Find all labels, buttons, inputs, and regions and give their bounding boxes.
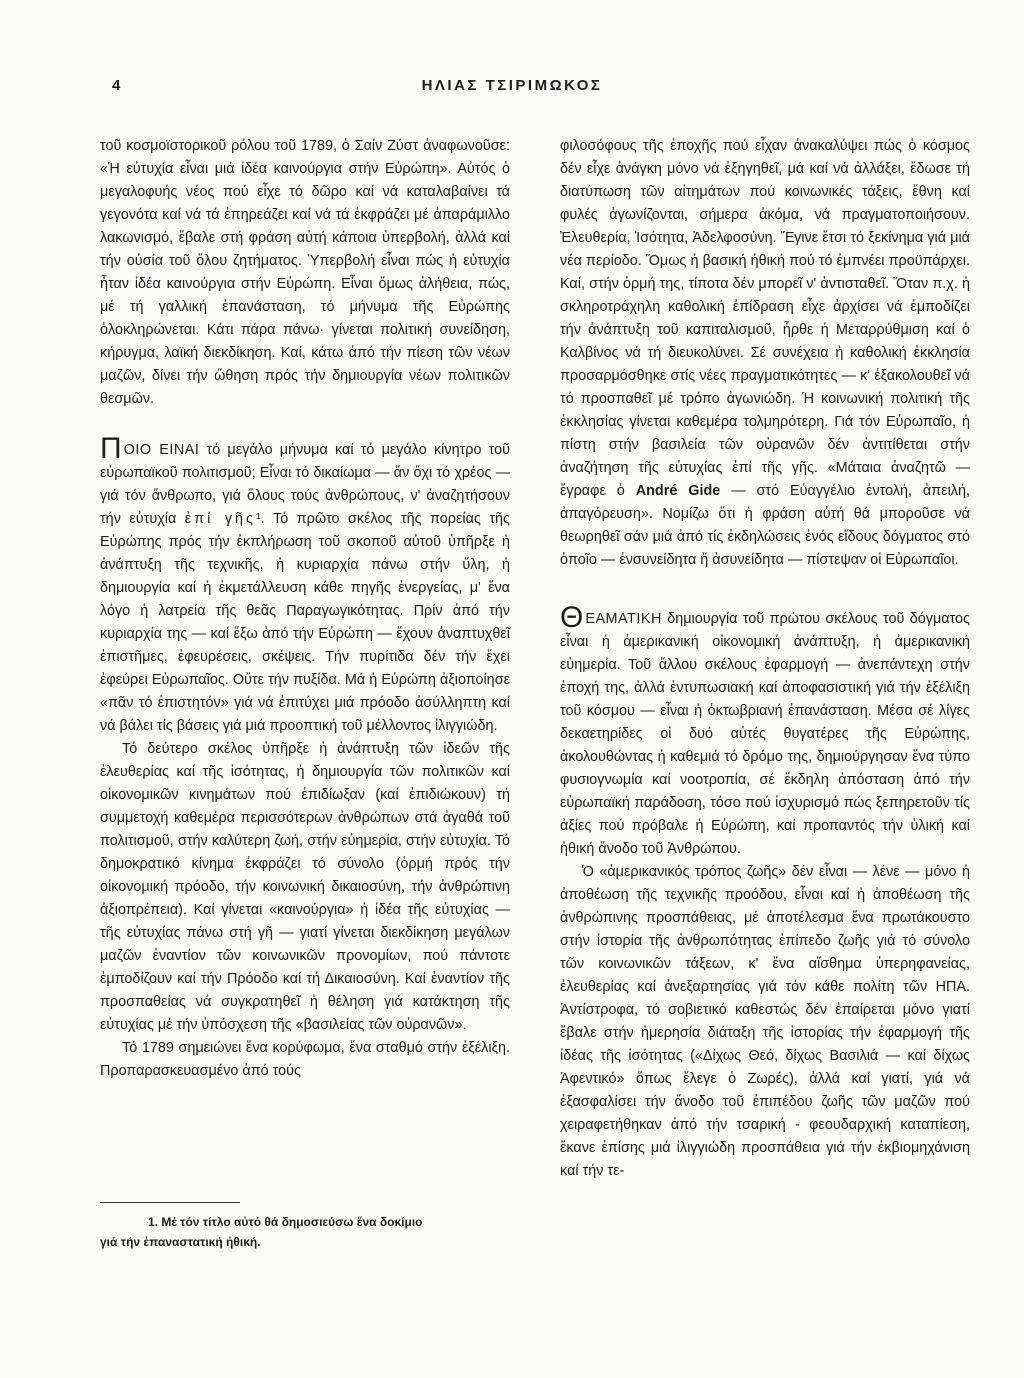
paragraph-text: δημιουργία τοῦ πρώτου σκέλους τοῦ δόγματος εἶναι ἡ ἀμερικανική οἰκονομική ἀνάπτυξη, ἡ ἀμερικανική εὐημερία. Τοῦ ἄλλου σκέλους ἐφαρμογή — ἀνεπάντεχη στήν ἐποχή της, ἀλλά ἐντυπωσιακή καί ἀποφασιστική γιά τήν ἐξέλιξη τοῦ κόσμου — εἶναι ἡ ὀκτωβριανή ἐπανάσταση. Μέσα σέ λίγες δεκαετηρίδες οἱ δυό αὐτές θυγατέρες τῆς Εὐρώπης, ἀκολουθώντας ἡ καθεμιά τό δρόμο της, δημιούργησαν ἕνα τύπο φυσιογνωμία καί νοοτροπία, σέ ἔκδηλη ἀπόσταση ἀπό τήν εὐρωπαϊκή παράδοση, τόσο πού ἰσχυρισμό πώς ξεπηρετοῦν τίς ἀξίες πού πρόβαλε ἡ Εὐρώπη, καί προπαντός τήν ὑλική καί ἠθική ἄνοδο τοῦ Ἀνθρώπου. bbox=[560, 611, 970, 857]
footnote bbox=[100, 1212, 510, 1252]
right-column bbox=[560, 135, 970, 1183]
paragraph-text: ¹. Τό πρῶτο σκέλος τῆς πορείας τῆς Εὐρώπης πρός τήν ἐκπλήρωση τοῦ σκοποῦ αὐτοῦ ὑπῆρξε ἡ ἀνάπτυξη τῆς τεχνικῆς, ἡ κυριαρχία πάνω στήν ὕλη, ἡ δημιουργία καί ἡ ἐκμετάλλευση κάθε πηγῆς ἐνεργείας, μ' ἕνα λόγο ἡ λατρεία τῆς θεᾶς Παραγωγικότητας. Πρίν ἀπό τήν κυριαρχία της — καί ἔξω ἀπό τήν Εὐρώπη — ἔχουν ἀναπτυχθεῖ ἐπιστῆμες, ἐφευρέσεις, σκέψεις. Τήν πυρίτιδα δέν τήν ἔχει ἐφεύρει Εὐρωπαῖος. Οὔτε τήν πυξίδα. Μά ἡ Εὐρώπη ἀξιοποίησε «πᾶν τό ἐπιστητόν» γιά νά ἐπιτύχει μιά πρόοδο ἀσύλληπτη καί νά βάλει τίς βάσεις γιά μιά προοπτική τοῦ μέλλοντος ἰλιγγιώδη. bbox=[100, 511, 510, 734]
section-paragraph bbox=[100, 432, 510, 738]
spaced-phrase: ἐπί γῆς bbox=[184, 511, 256, 527]
lead-in-caps: ΟΙΟ ΕΙΝΑΙ bbox=[123, 442, 200, 458]
paragraph: Ὁ «ἀμερικανικός τρόπος ζωῆς» δέν εἶναι — λένε — μόνο ἡ ἀποθέωση τῆς τεχνικῆς προόδου, εἶναι καί ἡ ἀποθέωση τῆς ἀνθρώπινης προσπάθειας, μέ ἀποτέλεσμα ἕνα πρωτάκουστο στήν ἱστορία τῆς ἀνθρωπότητας ἐπίπεδο ζωῆς γιά τό σύνολο τῶν κοινωνικῶν τάξεων, κ' ἕνα αἴσθημα ὑπερηφανείας, ἐλευθερίας καί ἀνεξαρτησίας γιά τόν κάθε πολίτη τῶν ΗΠΑ. Ἀντίστροφα, τό σοβιετικό καθεστώς δέν ἐπαίρεται μόνο γιατί ἔβαλε στήν ἡμερησία διάταξη τῆς ἱστορίας τήν ἐφαρμογή τῆς ἰδέας τῆς ἰσότητας («Δίχως Θεό, δίχως Βασιλιά — καί δίχως Ἀφεντικό» ὅπως ἔλεγε ὁ Ζωρές), ἀλλά καί γιατί, γιά νά ἐξασφαλίσει τήν ἄνοδο τοῦ ἐπιπέδου ζωῆς τῶν μαζῶν πού χειραφετήθηκαν ἀπό τήν τσαρική - φεουδαρχική καταπίεση, ἔκανε ἐπίσης μιά ἰλιγγιώδη προσπάθεια γιά τήν ἐκβιομηχάνιση καί τήν τε- bbox=[560, 864, 970, 1179]
section-paragraph bbox=[560, 601, 970, 861]
paragraph-text: φιλοσόφους τῆς ἐποχῆς πού εἶχαν ἀνακαλύψει πώς ὁ κόσμος δέν εἶχε ἀνάγκη μόνο νά ἐξηγηθεῖ, μά καί νά ἀλλάξει, ἔδωσε τή διατύπωση τῶν αἰτημάτων πού κοινωνικές τάξεις, ἔθνη καί φυλές ἀγωνίζονται, σήμερα ἀκόμα, νά πραγματοποιήσουν. Ἐλευθερία, Ἰσότητα, Ἀδελφοσύνη. Ἔγινε ἔτσι τό ξεκίνημα γιά μιά νέα περίοδο. Ὅμως ἡ βασική ἠθική πού τό ἐμπνέει προϋπάρχει. Καί, στήν ὁρμή της, τίποτα δέν μπορεῖ ν' ἀντισταθεῖ. Ὅταν π.χ. ἡ σκληροτράχηλη καθολική ἐπίδραση εἶχε ἀρχίσει νά ἐμποδίζει τήν ἀνάπτυξη τοῦ καπιταλισμοῦ, ἦρθε ἡ Μεταρρύθμιση καί ὁ Καλβίνος νά τή διευκολύνει. Σέ συνέχεια ἡ καθολική ἐκκλησία προσαρμόσθηκε στίς νέες πραγματικότητες — κ' ἐξακολουθεῖ νά τό προσπαθεῖ μέ τρόπο ἀγωνιώδη. Ἡ κοινωνική πολιτική τῆς ἐκκλησίας γίνεται καθεμέρα τολμηρότερη. Γιά τόν Εὐρωπαῖο, ἡ πίστη στήν βασιλεία τῶν οὐρανῶν δέν ἀντιτίθεται στήν ἀναζήτηση τῆς εὐτυχίας ἐπί τῆς γῆς. «Μάταια ἀναζητῶ — ἔγραφε ὁ bbox=[560, 138, 970, 499]
paragraph bbox=[560, 135, 970, 572]
paragraph: Τό 1789 σημειώνει ἕνα κορύφωμα, ἕνα σταθμό στήν ἐξέλιξη. Προπαρασκευασμένο ἀπό τούς bbox=[100, 1040, 510, 1079]
lead-in-caps: ΕΑΜΑΤΙΚΗ bbox=[585, 611, 662, 627]
paragraph-text: τό μεγάλο μήνυμα καί τό μεγάλο κίνητρο τοῦ εὐρωπαϊκοῦ πολιτισμοῦ; Εἶναι τό δικαίωμα — ἄν ὄχι τό χρέος — γιά τόν ἄνθρωπο, γιά ὅλους τούς ἀνθρώπους, ν' ἀναζητήσουν τήν εὐτυχία bbox=[100, 442, 510, 527]
footnote-rule bbox=[100, 1202, 240, 1203]
paragraph: τοῦ κοσμοϊστορικοῦ ρόλου τοῦ 1789, ὁ Σαίν Ζύστ ἀναφωνοῦσε: «Ἡ εὐτυχία εἶναι μιά ἰδέα καινούργια στήν Εὐρώπη». Αὐτός ὁ μεγαλοφυής νέος πού εἶχε τό δῶρο καί νά καταλαβαίνει τά γεγονότα καί νά τά ἐπηρεάζει καί νά τά ἐκφράζει μέ ἀπαράμιλλο λακωνισμό, ἔβαλε στή φράση αὐτή κάποια ὑπερβολή, ἀλλά καί τήν οὐσία τοῦ ὅλου ζητήματος. Ὑπερβολή εἶναι πώς ἡ εὐτυχία ἦταν ἰδέα καινούργια στήν Εὐρώπη. Εἶναι ὅμως ἀλήθεια, πώς, μέ τή γαλλική ἐπανάσταση, τό μήνυμα τῆς Εὐρώπης ὁλοκληρώνεται. Κάτι πάρα πάνω· γίνεται πολιτική συνείδηση, κήρυγμα, λαϊκή διεκδίκηση. Καί, κάτω ἀπό τήν πίεση τῶν νέων μαζῶν, δίνει τήν ὤθηση πρός τήν δημιουργία νέων πολιτικῶν θεσμῶν. bbox=[100, 138, 510, 407]
paragraph-text: — στό Εὐαγγέλιο ἐντολή, ἀπειλή, ἀπαγόρευση». Νομίζω ὅτι ἡ φράση αὐτή θά μποροῦσε νά θεωρηθεῖ σάν μιά ἀπό τίς ἐκδηλώσεις ἑνός εἴδους δόγματος στό ὁποῖο — ἐνσυνείδητα ἤ ἀσυνείδητα — πίστεψαν οἱ Εὐρωπαῖοι. bbox=[560, 483, 970, 568]
footnote-line: 1. Μέ τόν τίτλο αὐτό θά δημοσιεύσω ἕνα δοκίμιο bbox=[148, 1215, 423, 1229]
footnote-line: γιά τήν ἐπαναστατική ἠθική. bbox=[100, 1235, 261, 1249]
paragraph: Τό δεύτερο σκέλος ὑπῆρξε ἡ ἀνάπτυξη τῶν ἰδεῶν τῆς ἐλευθερίας καί τῆς ἰσότητας, ἡ δημιουργία τῶν πολιτικῶν καί οἰκονομικῶν κινημάτων πού ἐπιδίωξαν (καί ἐπιδιώκουν) τή συμμετοχή καθεμέρα περισσότερων ἀνθρώπων στά ἀγαθά τοῦ πολιτισμοῦ, στήν καλύτερη ζωή, στήν εὐημερία, στήν εὐτυχία. Τό δημοκρατικό κίνημα ἐκφράζει τό σύνολο (ὁρμή πρός τήν οἰκονομική πρόοδο, τήν κοινωνική δικαιοσύνη, τήν ἀνθρώπινη ἀξιοπρέπεια). Καί γίνεται «καινούργια» ἡ ἰδέα τῆς εὐτυχίας — τῆς εὐτυχίας πάνω στή γῆ — γιατί γίνεται διεκδίκηση μεγάλων μαζῶν ἐναντίον τῶν κοινωνικῶν προνομίων, πού πάντοτε ἐμποδίζουν καί τήν Πρόοδο καί τή Δικαιοσύνη. Καί ἐναντίον τῆς προσπαθείας νά συγκρατηθεῖ ἡ θέληση γιά κατάκτηση τῆς εὐτυχίας μέ τήν ὑπόσχεση τῆς «βασιλείας τῶν οὐρανῶν». bbox=[100, 741, 510, 1033]
author-name: André Gide bbox=[635, 483, 721, 499]
page-number: 4 bbox=[112, 77, 121, 94]
drop-cap: Θ bbox=[560, 601, 584, 634]
left-column bbox=[100, 135, 510, 1083]
drop-cap: Π bbox=[100, 432, 122, 465]
running-head: ΗΛΙΑΣ ΤΣΙΡΙΜΩΚΟΣ bbox=[421, 77, 603, 94]
